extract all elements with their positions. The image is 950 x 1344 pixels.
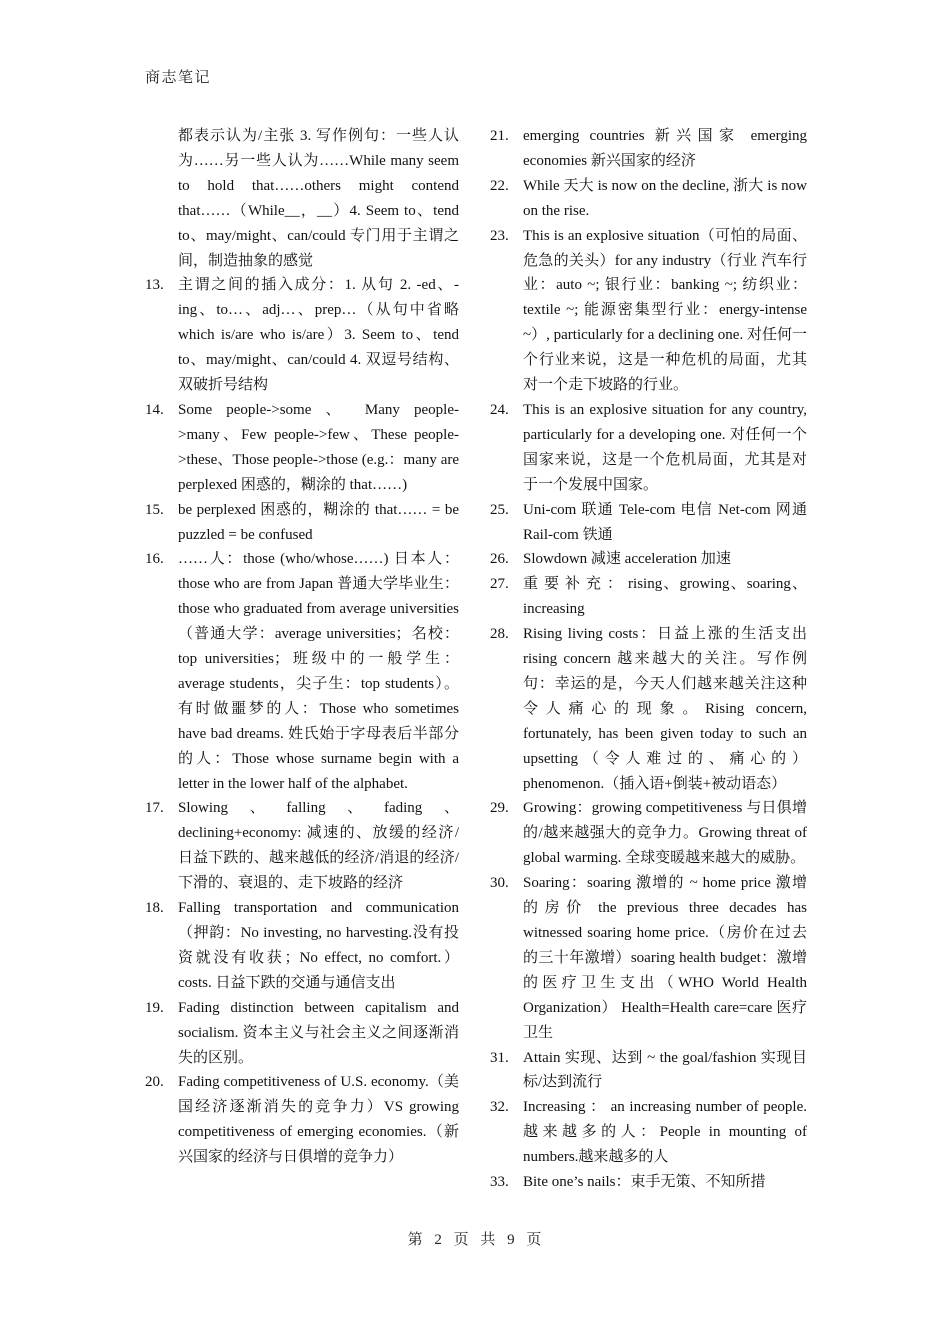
- item-text: be perplexed 困惑的，糊涂的 that…… = be puzzled = be confused: [178, 501, 459, 543]
- list-item: [490, 796, 807, 871]
- item-text: Soaring：soaring 激增的 ~ home price 激增的房价 the previous three decades has witnessed soaring home price.（房价在过去的三十年激增）soaring health budget：激增的医疗卫生支出（WHO World Health Organization） Health=Health care=care 医疗卫生: [523, 875, 807, 1041]
- item-number: 29.: [490, 800, 509, 817]
- item-number: 28.: [490, 626, 509, 643]
- continuation-text: 都表示认为/主张 3. 写作例句：一些人认为……另一些人认为……While many seem to hold that……others might contend that……（While__，__）4. Seem to、tend to、may/might、can/could 专门用于主谓之间，制造抽象的感觉: [178, 128, 459, 269]
- item-text: Growing：growing competitiveness 与日俱增的/越来越强大的竞争力。Growing threat of global warming. 全球变暖越来越大的威胁。: [523, 800, 807, 867]
- list-item: [145, 498, 459, 548]
- item-text: Fading competitiveness of U.S. economy.（美国经济逐渐消失的竞争力）VS growing competitiveness of emerging economies.（新兴国家的经济与日俱增的竞争力）: [178, 1074, 459, 1166]
- item-text: Attain 实现、达到 ~ the goal/fashion 实现目标/达到流行: [523, 1049, 807, 1091]
- item-number: 33.: [490, 1174, 509, 1191]
- list-item: [490, 498, 807, 548]
- item-text: ……人：those (who/whose……) 日本人：those who are from Japan 普通大学毕业生：those who graduated from average universities（普通大学：average universities；名校：top universities；班级中的一般学生：average students，尖子生：top students）。 有时做噩梦的人：Those who sometimes have bad dreams. 姓氏始于字母表后半部分的人：Those whose surname begin with a letter in the lower half of the alphabet.: [178, 551, 459, 792]
- item-text: Slowdown 减速 acceleration 加速: [523, 551, 731, 568]
- item-text: 重 要 补 充 ： rising、growing、soaring、increasing: [523, 576, 807, 618]
- item-text: Slowing、falling、fading、declining+economy: 减速的、放缓的经济/日益下跌的、越来越低的经济/消退的经济/下滑的、衰退的、走下坡路的经济: [178, 800, 459, 892]
- right-column: [490, 124, 807, 1195]
- item-text: Rising living costs：日益上涨的生活支出 rising concern 越来越大的关注。写作例句：幸运的是，今天人们越来越关注这种令人痛心的现象。Rising concern, fortunately, has been given today to such an upsetting（令人难过的、痛心的）phenomenon.（插入语+倒装+被动语态）: [523, 626, 807, 792]
- list-item: [145, 896, 459, 996]
- item-text: Falling transportation and communication（押韵：No investing, no harvesting.没有投资就没有收获；No effect, no comfort.）costs. 日益下跌的交通与通信支出: [178, 900, 459, 991]
- item-text: Fading distinction between capitalism and socialism. 资本主义与社会主义之间逐渐消失的区别。: [178, 999, 459, 1066]
- item-number: 15.: [145, 501, 164, 518]
- item-number: 30.: [490, 875, 509, 892]
- list-item: [145, 398, 459, 498]
- item-text: emerging countries 新兴国家 emerging economies 新兴国家的经济: [523, 128, 807, 169]
- item-number: 25.: [490, 501, 509, 518]
- list-item: [490, 1095, 807, 1170]
- page-header-title: 商志笔记: [145, 70, 212, 86]
- list-item: [490, 572, 807, 622]
- item-text: This is an explosive situation（可怕的局面、危急的关头）for any industry（行业 汽车行业：auto ~; 银行业：banking ~; 纺织业：textile ~; 能源密集型行业：energy-intense ~）, particularly for a declining one. 对任何一个行业来说，这是一种危机的局面，尤其对一个走下坡路的行业。: [523, 227, 807, 394]
- list-item: [490, 224, 807, 398]
- item-text: Uni-com 联通 Tele-com 电信 Net-com 网通 Rail-com 铁通: [523, 501, 807, 543]
- item-number: 32.: [490, 1099, 509, 1116]
- list-item: [490, 1046, 807, 1096]
- item-text: Bite one’s nails：束手无策、不知所措: [523, 1174, 766, 1191]
- page-number-footer: 第 2 页 共 9 页: [407, 1232, 543, 1248]
- item-text: While 天大 is now on the decline, 浙大 is now on the rise.: [523, 177, 807, 219]
- list-item: [490, 1170, 807, 1195]
- list-item: [490, 547, 807, 572]
- left-column: [145, 124, 459, 1170]
- list-item: [490, 622, 807, 796]
- item-text: Increasing ： an increasing number of people.越来越多的人：People in mounting of numbers.越来越多的人: [523, 1099, 807, 1166]
- item-number: 19.: [145, 999, 164, 1016]
- list-item: [145, 796, 459, 896]
- item-number: 20.: [145, 1074, 164, 1091]
- item-number: 23.: [490, 227, 509, 244]
- list-item: [490, 398, 807, 498]
- item-number: 14.: [145, 401, 164, 418]
- item-number: 24.: [490, 401, 509, 418]
- item-number: 22.: [490, 177, 509, 194]
- item-number: 31.: [490, 1049, 509, 1066]
- item-number: 27.: [490, 576, 509, 593]
- list-item: [490, 871, 807, 1045]
- list-item: [145, 273, 459, 398]
- item-number: 16.: [145, 551, 164, 568]
- item-text: This is an explosive situation for any country, particularly for a developing one. 对任何一个国家来说，这是一个危机局面，尤其是对于一个发展中国家。: [523, 401, 807, 493]
- item-number: 26.: [490, 551, 509, 568]
- list-item: [145, 996, 459, 1071]
- list-item: [145, 547, 459, 796]
- list-item: [145, 1070, 459, 1170]
- item-text: Some people->some 、 Many people->many、Few people->few、These people->these、Those people->those (e.g.：many are perplexed 困惑的，糊涂的 that……): [178, 401, 459, 493]
- item-number: 17.: [145, 800, 164, 817]
- list-item: [490, 174, 807, 224]
- item-number: 13.: [145, 277, 164, 294]
- item-number: 21.: [490, 128, 509, 144]
- list-item: [490, 124, 807, 174]
- item-text: 主谓之间的插入成分：1. 从句 2. -ed、-ing、to…、adj…、prep…（从句中省略 which is/are who is/are）3. Seem to、tend to、may/might、can/could 4. 双逗号结构、双破折号结构: [178, 277, 459, 394]
- item-number: 18.: [145, 900, 164, 917]
